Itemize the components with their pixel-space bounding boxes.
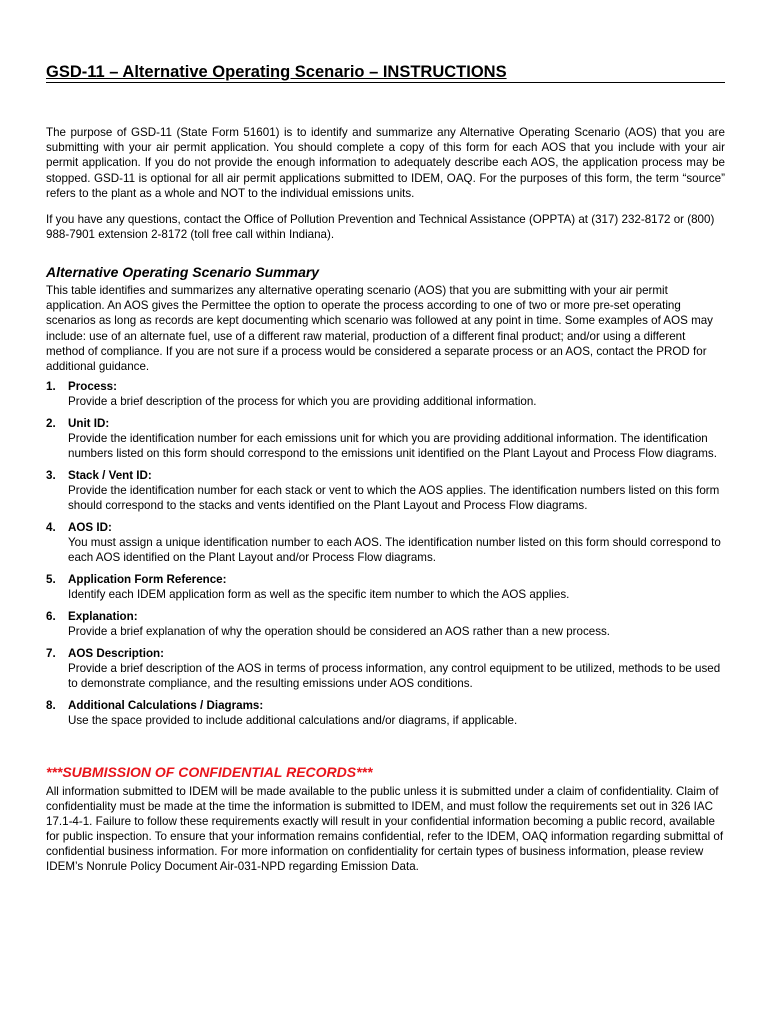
- item-description: Use the space provided to include additional calculations and/or diagrams, if applicable.: [68, 714, 518, 727]
- item-number: 4.: [46, 521, 56, 534]
- item-label: Unit ID:: [68, 417, 110, 430]
- confidential-records-heading: ***SUBMISSION OF CONFIDENTIAL RECORDS***: [46, 764, 373, 780]
- item-description: Provide the identification number for each stack or vent to which the AOS applies. The identification numbers listed on this form should correspond to the stacks and vents identified on the Plant Layout and Process Flow diagrams.: [68, 484, 720, 512]
- item-description: Provide the identification number for each emissions unit for which you are providing additional information. The identification numbers listed on this form should correspond to the emissions unit identified on the Plant Layout and Process Flow diagrams.: [68, 432, 717, 460]
- list-item-unit-id: [46, 416, 725, 461]
- item-description: Provide a brief description of the AOS in terms of process information, any control equipment to be utilized, methods to be used to demonstrate compliance, and the resulting emissions under AOS conditions.: [68, 662, 721, 690]
- list-item-aos-id: [46, 520, 725, 565]
- list-item-process: [46, 379, 725, 409]
- list-item-application-form-reference: [46, 572, 725, 602]
- summary-heading: Alternative Operating Scenario Summary: [46, 264, 320, 280]
- item-description: Provide a brief explanation of why the operation should be considered an AOS rather than a new process.: [68, 625, 611, 638]
- list-item-aos-description: [46, 646, 725, 691]
- list-item-stack-vent-id: [46, 468, 725, 513]
- item-label: Process:: [68, 380, 117, 393]
- item-label: Explanation:: [68, 610, 138, 623]
- contact-paragraph: If you have any questions, contact the Office of Pollution Prevention and Technical Assistance (OPPTA) at (317) 232-8172 or (800) 988-7901 extension 2-8172 (toll free call within Indiana).: [46, 213, 715, 242]
- page-title: [46, 62, 725, 83]
- confidential-records-body: All information submitted to IDEM will be made available to the public unless it is submitted under a claim of confidentiality. Claim of confidentiality must be made at the time the information is submitted to IDEM, and must follow the requirements set out in 326 IAC 17.1-4-1. Failure to follow these requirements exactly will result in your confidential information becoming a public record, available for public inspection. To ensure that your information remains confidential, refer to the IDEM, OAQ information regarding submittal of confidential business information. For more information on confidentiality for certain types of business information, please review IDEM’s Nonrule Policy Document Air-031-NPD regarding Emission Data.: [46, 785, 724, 874]
- item-number: 2.: [46, 417, 56, 430]
- instruction-list: [46, 379, 725, 735]
- purpose-paragraph: The purpose of GSD-11 (State Form 51601) is to identify and summarize any Alternative Operating Scenario (AOS) that you are submitting with your air permit application. You should complete a copy of this form for each AOS that you include with your air permit application. If you do not provide the enough information to adequately describe each AOS, the application process may be stopped. GSD-11 is optional for all air permit applications submitted to IDEM, OAQ. For the purposes of this form, the term “source” refers to the plant as a whole and NOT to the individual emissions units.: [46, 126, 725, 200]
- list-item-additional-calculations: [46, 698, 725, 728]
- item-description: Identify each IDEM application form as well as the specific item number to which the AOS applies.: [68, 588, 570, 601]
- item-label: Stack / Vent ID:: [68, 469, 152, 482]
- item-number: 1.: [46, 380, 56, 393]
- item-description: You must assign a unique identification number to each AOS. The identification number listed on this form should correspond to each AOS identified on the Plant Layout and/or Process Flow diagrams.: [68, 536, 721, 564]
- item-number: 7.: [46, 647, 56, 660]
- item-label: Application Form Reference:: [68, 573, 227, 586]
- item-label: AOS ID:: [68, 521, 112, 534]
- item-number: 3.: [46, 469, 56, 482]
- item-description: Provide a brief description of the process for which you are providing additional information.: [68, 395, 537, 408]
- item-label: AOS Description:: [68, 647, 164, 660]
- item-number: 5.: [46, 573, 56, 586]
- summary-intro: This table identifies and summarizes any alternative operating scenario (AOS) that you are submitting with your air permit application. An AOS gives the Permittee the option to operate the process according to one of two or more pre-set operating scenarios as long as records are kept documenting which scenario was followed at any point in time. Some examples of AOS may include: use of an alternate fuel, use of a different raw material, production of a different final product; and/or using a different method of compliance. If you are not sure if a process would be considered a separate process or an AOS, contact the PROD for additional guidance.: [46, 284, 713, 374]
- list-item-explanation: [46, 609, 725, 639]
- item-label: Additional Calculations / Diagrams:: [68, 699, 264, 712]
- page-title-text: GSD-11 – Alternative Operating Scenario – INSTRUCTIONS: [46, 63, 507, 81]
- item-number: 8.: [46, 699, 56, 712]
- item-number: 6.: [46, 610, 56, 623]
